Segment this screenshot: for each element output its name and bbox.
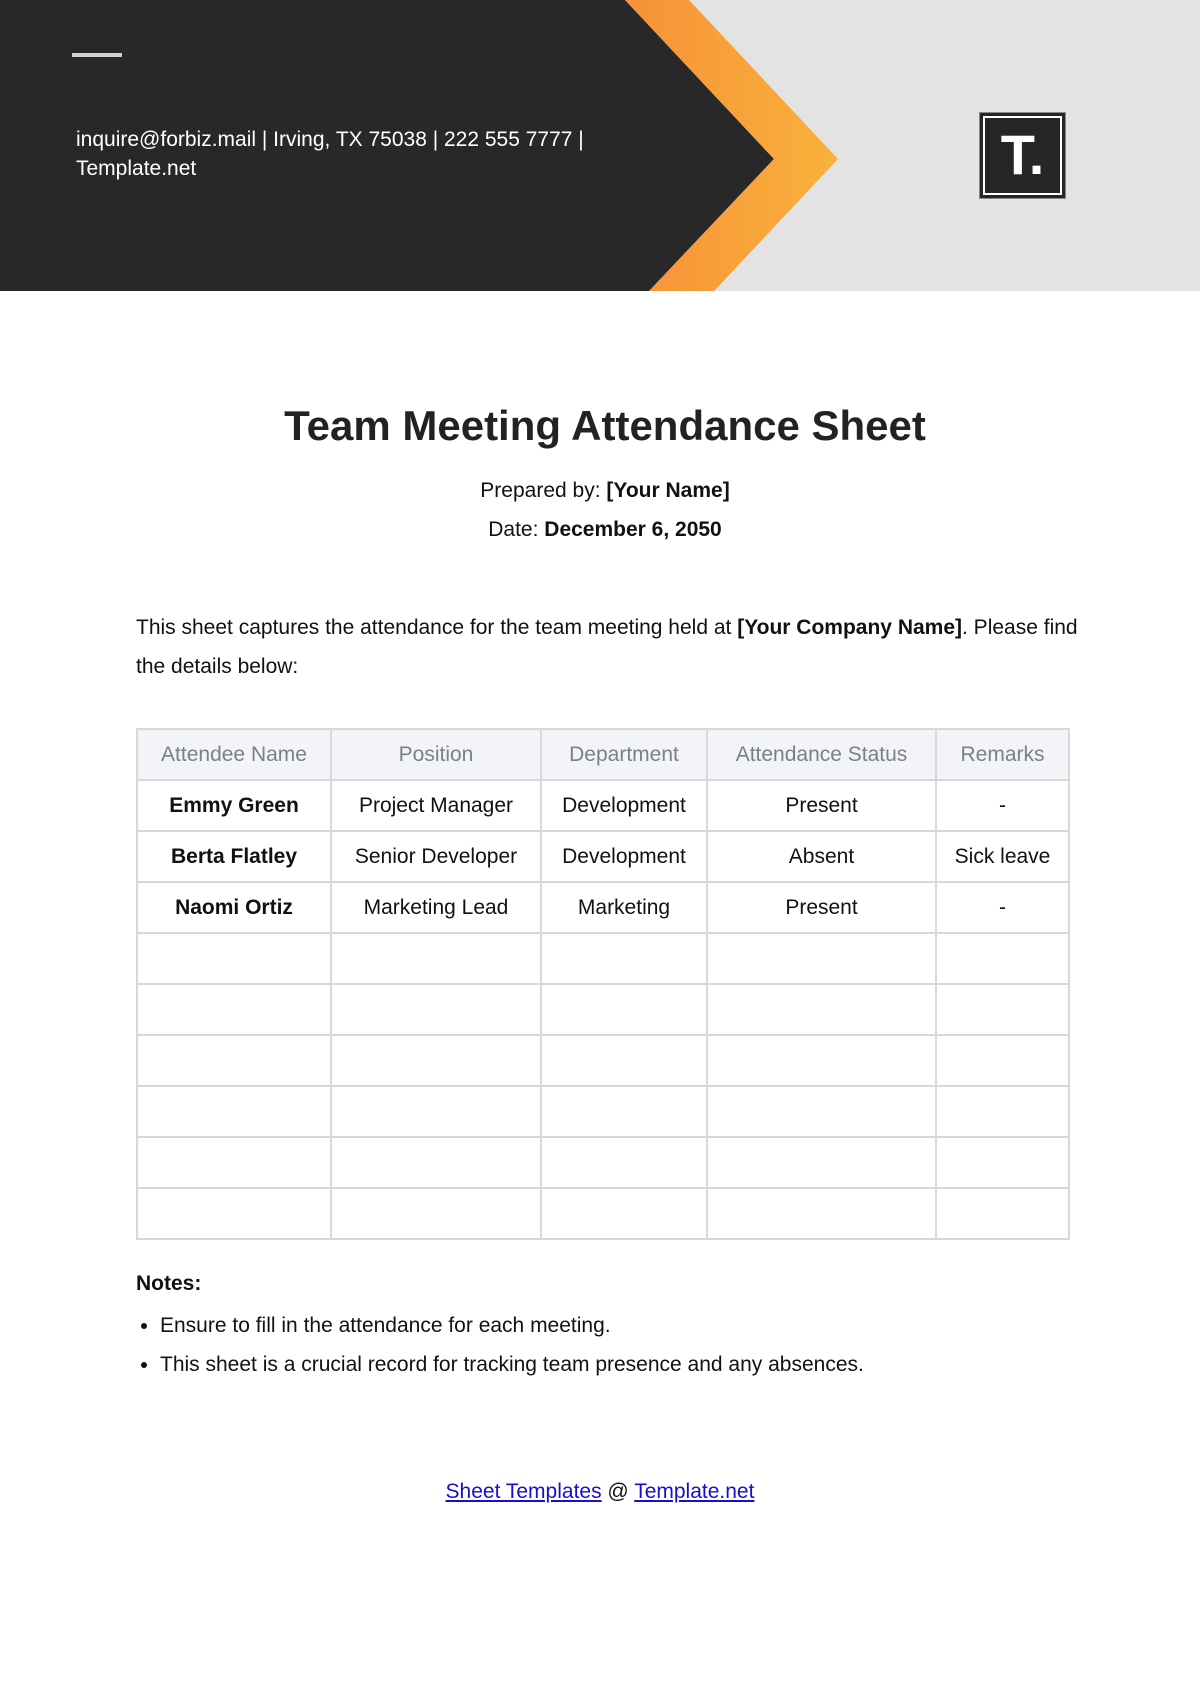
empty-table-row — [137, 1086, 1069, 1137]
empty-cell[interactable] — [707, 1137, 936, 1188]
position-cell: Project Manager — [331, 780, 541, 831]
sheet-templates-link[interactable]: Sheet Templates — [445, 1480, 602, 1503]
empty-cell[interactable] — [936, 1086, 1069, 1137]
footer — [0, 1480, 1200, 1504]
empty-cell[interactable] — [936, 1188, 1069, 1239]
table-row — [137, 882, 1069, 933]
position-cell: Senior Developer — [331, 831, 541, 882]
notes-section — [136, 1272, 864, 1384]
contact-website: Template.net — [76, 157, 197, 180]
prepared-label: Prepared by: — [480, 479, 601, 502]
empty-cell[interactable] — [707, 1086, 936, 1137]
company-logo — [980, 113, 1065, 198]
column-header: Attendance Status — [707, 729, 936, 780]
empty-cell[interactable] — [137, 1035, 331, 1086]
empty-cell[interactable] — [541, 1188, 707, 1239]
empty-cell[interactable] — [331, 1086, 541, 1137]
intro-text: This sheet captures the attendance for the team meeting held at — [136, 616, 738, 639]
intro-text-end: . Please find the details below: — [136, 616, 1078, 678]
note-item: • Ensure to fill in the attendance for each meeting. — [160, 1306, 864, 1345]
empty-cell[interactable] — [541, 1137, 707, 1188]
empty-cell[interactable] — [541, 1086, 707, 1137]
empty-cell[interactable] — [331, 1137, 541, 1188]
attendee-name-cell: Emmy Green — [137, 780, 331, 831]
attendee-name-cell: Berta Flatley — [137, 831, 331, 882]
date-line — [0, 518, 1200, 542]
contact-info — [76, 125, 696, 183]
empty-table-row — [137, 984, 1069, 1035]
empty-cell[interactable] — [936, 984, 1069, 1035]
header-banner — [0, 0, 1200, 291]
empty-cell[interactable] — [137, 1188, 331, 1239]
column-header: Department — [541, 729, 707, 780]
remarks-cell: - — [936, 780, 1069, 831]
prepared-by — [0, 479, 1200, 503]
empty-table-row — [137, 1035, 1069, 1086]
empty-cell[interactable] — [707, 1188, 936, 1239]
intro-paragraph — [136, 608, 1096, 686]
prepared-value: [Your Name] — [606, 479, 730, 502]
template-net-link[interactable]: Template.net — [634, 1480, 755, 1503]
position-cell: Marketing Lead — [331, 882, 541, 933]
footer-separator: @ — [601, 1480, 635, 1503]
empty-cell[interactable] — [137, 1086, 331, 1137]
empty-cell[interactable] — [331, 933, 541, 984]
notes-list — [136, 1306, 864, 1384]
page-title: Team Meeting Attendance Sheet — [284, 402, 926, 449]
empty-table-row — [137, 1188, 1069, 1239]
empty-table-row — [137, 1137, 1069, 1188]
empty-cell[interactable] — [936, 1137, 1069, 1188]
department-cell: Development — [541, 831, 707, 882]
attendance-table — [136, 728, 1070, 1240]
attendance-status-cell: Absent — [707, 831, 936, 882]
remarks-cell: Sick leave — [936, 831, 1069, 882]
department-cell: Development — [541, 780, 707, 831]
attendance-status-cell: Present — [707, 882, 936, 933]
column-header: Attendee Name — [137, 729, 331, 780]
attendance-status-cell: Present — [707, 780, 936, 831]
empty-cell[interactable] — [707, 984, 936, 1035]
column-header: Remarks — [936, 729, 1069, 780]
department-cell: Marketing — [541, 882, 707, 933]
empty-table-row — [137, 933, 1069, 984]
column-header: Position — [331, 729, 541, 780]
empty-cell[interactable] — [137, 984, 331, 1035]
table-header-row — [137, 729, 1069, 780]
empty-cell[interactable] — [541, 1035, 707, 1086]
date-value: December 6, 2050 — [544, 518, 722, 541]
table-row — [137, 831, 1069, 882]
empty-cell[interactable] — [137, 933, 331, 984]
empty-cell[interactable] — [936, 1035, 1069, 1086]
empty-cell[interactable] — [331, 1035, 541, 1086]
empty-cell[interactable] — [541, 984, 707, 1035]
empty-cell[interactable] — [707, 1035, 936, 1086]
attendee-name-cell: Naomi Ortiz — [137, 882, 331, 933]
company-name: [Your Company Name] — [737, 616, 963, 639]
empty-cell[interactable] — [331, 1188, 541, 1239]
empty-cell[interactable] — [707, 933, 936, 984]
note-item: • This sheet is a crucial record for tracking team presence and any absences. — [160, 1345, 864, 1384]
remarks-cell: - — [936, 882, 1069, 933]
empty-cell[interactable] — [137, 1137, 331, 1188]
contact-line: inquire@forbiz.mail | Irving, TX 75038 | 222 555 7777 | — [76, 128, 584, 151]
date-label: Date: — [488, 518, 539, 541]
notes-heading: Notes: — [136, 1272, 202, 1295]
empty-cell[interactable] — [541, 933, 707, 984]
empty-cell[interactable] — [936, 933, 1069, 984]
table-row — [137, 780, 1069, 831]
logo-text: T. — [1000, 123, 1045, 186]
empty-cell[interactable] — [331, 984, 541, 1035]
decorative-dash — [72, 53, 122, 57]
